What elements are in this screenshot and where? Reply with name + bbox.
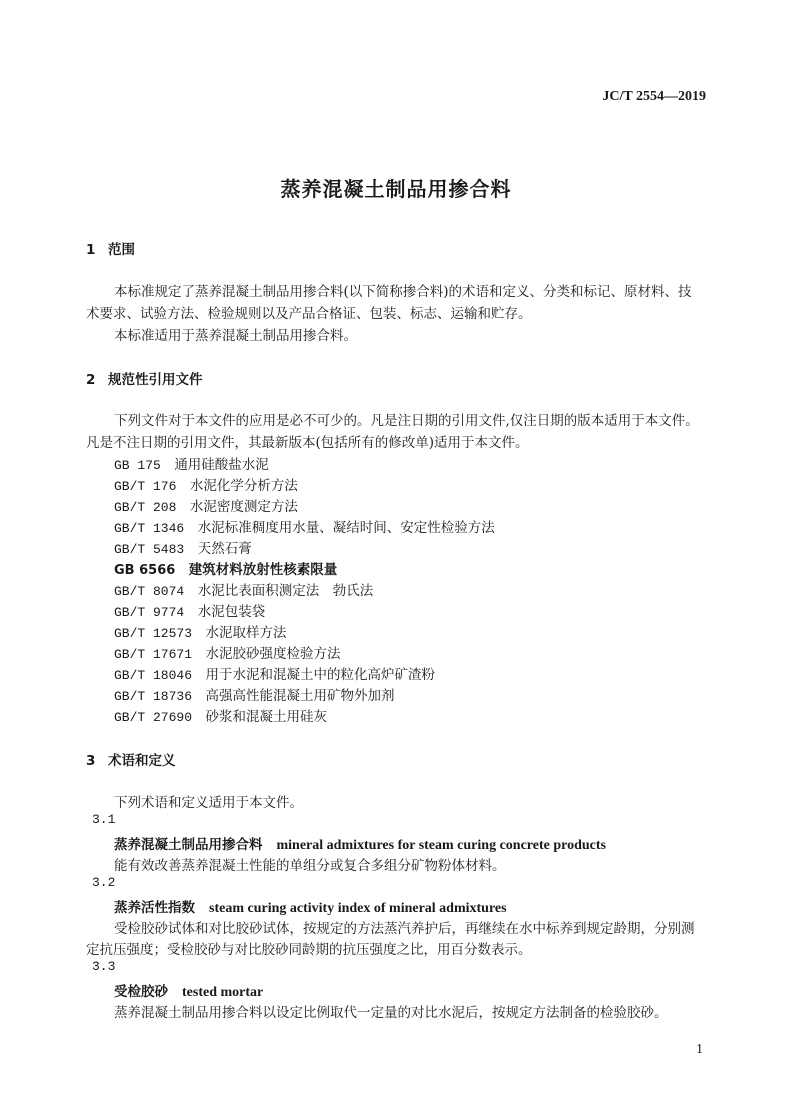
- section-title: 范围: [108, 242, 135, 258]
- section-number: 3: [86, 753, 96, 769]
- reference-item: GB/T 27690 砂浆和混凝土用硅灰: [114, 709, 328, 725]
- reference-item: GB/T 8074 水泥比表面积测定法 勃氏法: [114, 583, 374, 599]
- term-entry: [114, 896, 507, 917]
- document-code: JC/T 2554—2019: [602, 89, 706, 104]
- term-en: tested mortar: [182, 985, 264, 1000]
- paragraph-line: 下列文件对于本文件的应用是必不可少的。凡是注日期的引用文件,仅注日期的版本适用于本文件。: [114, 413, 699, 429]
- reference-item: GB/T 18736 高强高性能混凝土用矿物外加剂: [114, 688, 395, 704]
- paragraph: 下列术语和定义适用于本文件。: [114, 795, 303, 811]
- section-1-heading: [86, 238, 135, 258]
- reference-item: GB/T 5483 天然石膏: [114, 541, 252, 557]
- section-3-heading: [86, 749, 176, 769]
- reference-item: GB/T 9774 水泥包装袋: [114, 604, 266, 620]
- term-en: steam curing activity index of mineral admixtures: [209, 901, 507, 916]
- term-en: mineral admixtures for steam curing concrete products: [276, 838, 606, 853]
- document-title: 蒸养混凝土制品用掺合料: [280, 177, 512, 201]
- paragraph-line: 术要求、试验方法、检验规则以及产品合格证、包装、标志、运输和贮存。: [86, 306, 532, 322]
- term-entry: [114, 833, 606, 854]
- term-definition: 能有效改善蒸养混凝土性能的单组分或复合多组分矿物粉体材料。: [114, 858, 506, 874]
- paragraph: 本标准适用于蒸养混凝土制品用掺合料。: [114, 328, 357, 344]
- paragraph-line: 凡是不注日期的引用文件，其最新版本(包括所有的修改单)适用于本文件。: [86, 435, 529, 451]
- term-entry: [114, 980, 263, 1001]
- clause-number: 3.3: [92, 959, 116, 974]
- paragraph-line: 本标准规定了蒸养混凝土制品用掺合料(以下简称掺合料)的术语和定义、分类和标记、原材料、技: [114, 284, 692, 300]
- section-number: 2: [86, 372, 96, 388]
- reference-item: GB/T 18046 用于水泥和混凝土中的粒化高炉矿渣粉: [114, 667, 436, 683]
- term-zh: 蒸养混凝土制品用掺合料: [114, 837, 263, 853]
- reference-item: GB/T 176 水泥化学分析方法: [114, 478, 298, 494]
- term-zh: 受检胶砂: [114, 984, 168, 1000]
- reference-item: GB/T 208 水泥密度测定方法: [114, 499, 298, 515]
- term-definition: 蒸养混凝土制品用掺合料以设定比例取代一定量的对比水泥后，按规定方法制备的检验胶砂。: [114, 1005, 668, 1021]
- term-definition-line: 定抗压强度；受检胶砂与对比胶砂同龄期的抗压强度之比，用百分数表示。: [86, 942, 532, 958]
- section-title: 规范性引用文件: [108, 372, 203, 388]
- reference-item: GB/T 12573 水泥取样方法: [114, 625, 287, 641]
- section-2-heading: [86, 368, 203, 388]
- reference-item: GB/T 17671 水泥胶砂强度检验方法: [114, 646, 341, 662]
- clause-number: 3.1: [92, 812, 116, 827]
- reference-item: GB/T 1346 水泥标准稠度用水量、凝结时间、安定性检验方法: [114, 520, 495, 536]
- section-number: 1: [86, 242, 96, 258]
- term-definition-line: 受检胶砂试体和对比胶砂试体，按规定的方法蒸汽养护后，再继续在水中标养到规定龄期，分别测: [114, 921, 695, 937]
- clause-number: 3.2: [92, 875, 116, 890]
- section-title: 术语和定义: [108, 753, 176, 769]
- page-number: 1: [696, 1042, 703, 1057]
- reference-item: GB 6566 建筑材料放射性核素限量: [114, 562, 338, 578]
- term-zh: 蒸养活性指数: [114, 900, 195, 916]
- reference-item: GB 175 通用硅酸盐水泥: [114, 457, 269, 473]
